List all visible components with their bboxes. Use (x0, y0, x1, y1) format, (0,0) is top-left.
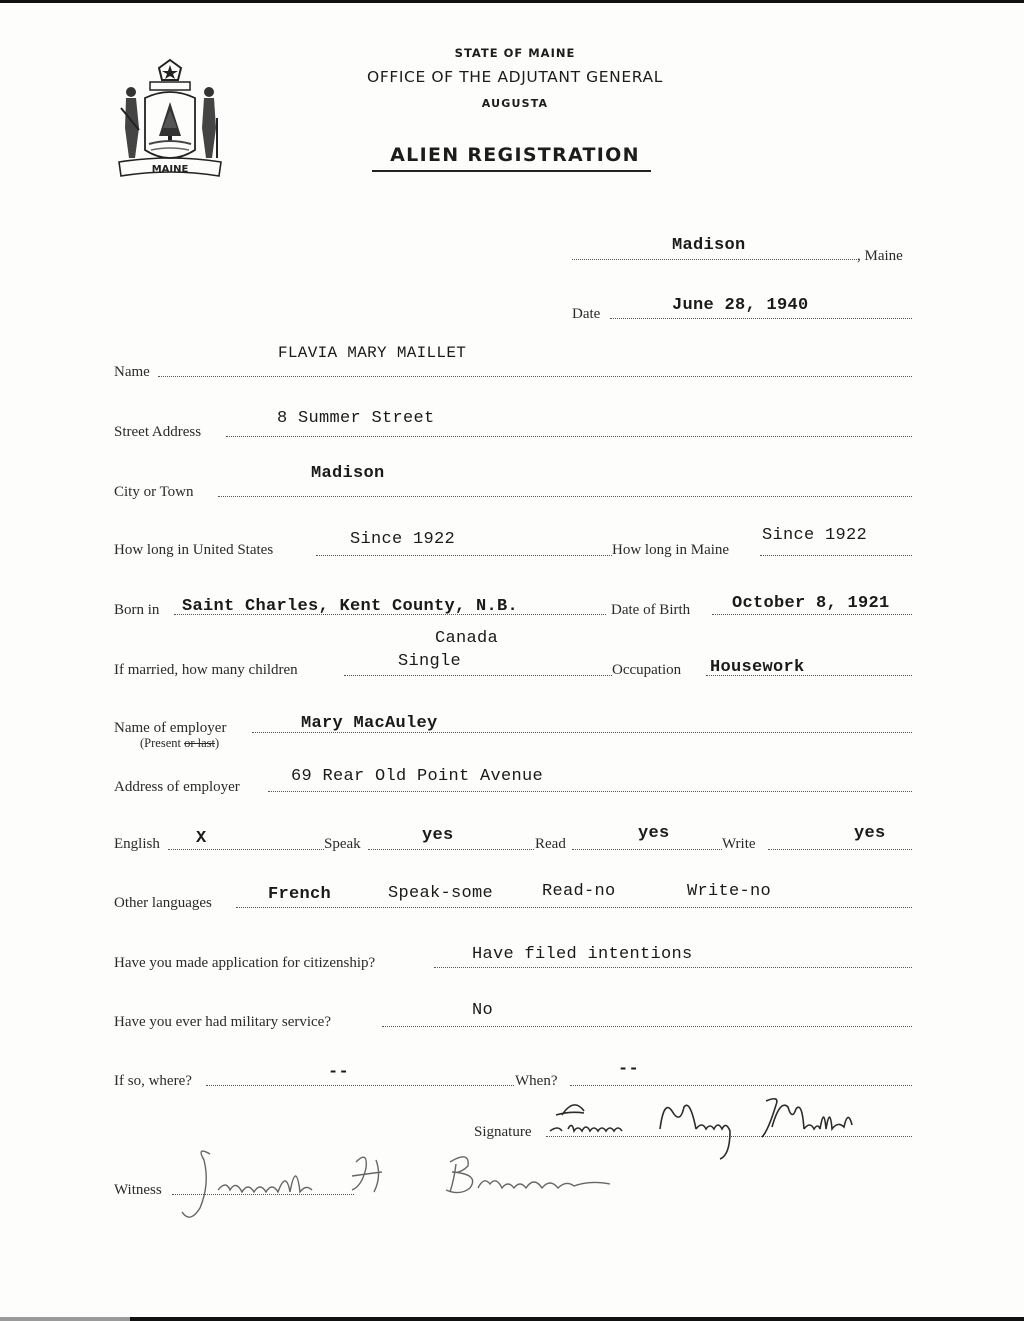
witness-line (172, 1194, 354, 1195)
speak-value[interactable]: yes (422, 826, 454, 845)
header-city: AUGUSTA (481, 97, 549, 110)
speak-label: Speak (324, 836, 361, 852)
signature-label: Signature (474, 1124, 532, 1140)
form-title: ALIEN REGISTRATION (390, 144, 640, 166)
read-line (572, 849, 722, 850)
location-value[interactable]: Madison (672, 236, 746, 255)
english-line (168, 849, 324, 850)
where-line (206, 1085, 514, 1086)
employer-name-label: Name of employer (114, 720, 227, 736)
employer-address-label: Address of employer (114, 779, 240, 795)
where-value[interactable]: -- (328, 1063, 350, 1082)
read-label: Read (535, 836, 566, 852)
how-long-maine-label: How long in Maine (612, 542, 730, 558)
other-language-speak[interactable]: Speak-some (388, 884, 494, 903)
employer-address-value[interactable]: 69 Rear Old Point Avenue (291, 767, 544, 786)
born-in-value[interactable]: Saint Charles, Kent County, N.B. (182, 597, 519, 616)
children-value[interactable]: Single (398, 652, 462, 671)
employer-address-line (268, 791, 912, 792)
other-language-write[interactable]: Write-no (687, 882, 772, 901)
english-value[interactable]: X (196, 829, 207, 848)
speak-line (368, 849, 534, 850)
when-value[interactable]: -- (618, 1060, 640, 1079)
other-languages-line (236, 907, 912, 908)
city-line (218, 496, 912, 497)
how-long-maine-line (760, 555, 912, 556)
when-line (570, 1085, 912, 1086)
location-line (572, 259, 857, 260)
how-long-us-label: How long in United States (114, 542, 274, 558)
date-of-birth-value[interactable]: October 8, 1921 (732, 594, 890, 613)
born-in-country[interactable]: Canada (435, 629, 499, 648)
date-of-birth-line (712, 614, 912, 615)
other-languages-label: Other languages (114, 895, 212, 911)
born-in-label: Born in (114, 602, 160, 618)
children-label: If married, how many children (114, 662, 298, 678)
witness-handwriting[interactable] (170, 1140, 640, 1230)
employer-name-sublabel: (Present or last) (140, 736, 220, 750)
military-line (382, 1026, 912, 1027)
where-label: If so, where? (114, 1073, 192, 1089)
write-line (768, 849, 912, 850)
title-underline (372, 170, 651, 172)
citizenship-value[interactable]: Have filed intentions (472, 945, 693, 964)
header-office: OFFICE OF THE ADJUTANT GENERAL (367, 68, 663, 86)
name-label: Name (114, 364, 150, 380)
name-value[interactable]: FLAVIA MARY MAILLET (278, 344, 467, 362)
how-long-us-value[interactable]: Since 1922 (350, 530, 456, 549)
date-value[interactable]: June 28, 1940 (672, 296, 809, 315)
witness-label: Witness (114, 1182, 162, 1198)
write-label: Write (722, 836, 756, 852)
occupation-value[interactable]: Housework (710, 658, 805, 677)
how-long-us-line (316, 555, 612, 556)
header-state: STATE OF MAINE (454, 46, 576, 60)
english-label: English (114, 836, 160, 852)
location-suffix: , Maine (857, 248, 903, 264)
read-value[interactable]: yes (638, 824, 670, 843)
children-line (344, 675, 612, 676)
name-line (158, 376, 912, 377)
how-long-maine-value[interactable]: Since 1922 (762, 526, 868, 545)
scan-edge-bottom (0, 1317, 1024, 1321)
employer-name-value[interactable]: Mary MacAuley (301, 714, 438, 733)
signature-handwriting[interactable] (540, 1085, 870, 1165)
other-language-read[interactable]: Read-no (542, 882, 616, 901)
scan-edge-top (0, 0, 1024, 3)
when-label: When? (515, 1073, 558, 1089)
citizenship-line (434, 967, 912, 968)
maine-state-seal-icon (115, 58, 225, 183)
military-label: Have you ever had military service? (114, 1014, 331, 1030)
city-label: City or Town (114, 484, 194, 500)
other-language-value[interactable]: French (268, 885, 332, 904)
signature-line (546, 1136, 912, 1137)
date-line (610, 318, 912, 319)
date-label: Date (572, 306, 601, 322)
date-of-birth-label: Date of Birth (611, 602, 691, 618)
write-value[interactable]: yes (854, 824, 886, 843)
military-value[interactable]: No (472, 1001, 494, 1020)
street-address-line (226, 436, 912, 437)
street-address-label: Street Address (114, 424, 202, 440)
occupation-label: Occupation (612, 662, 682, 678)
svg-text:MAINE: MAINE (151, 164, 189, 175)
street-address-value[interactable]: 8 Summer Street (277, 409, 435, 428)
city-value[interactable]: Madison (311, 464, 385, 483)
citizenship-label: Have you made application for citizenship? (114, 955, 376, 971)
